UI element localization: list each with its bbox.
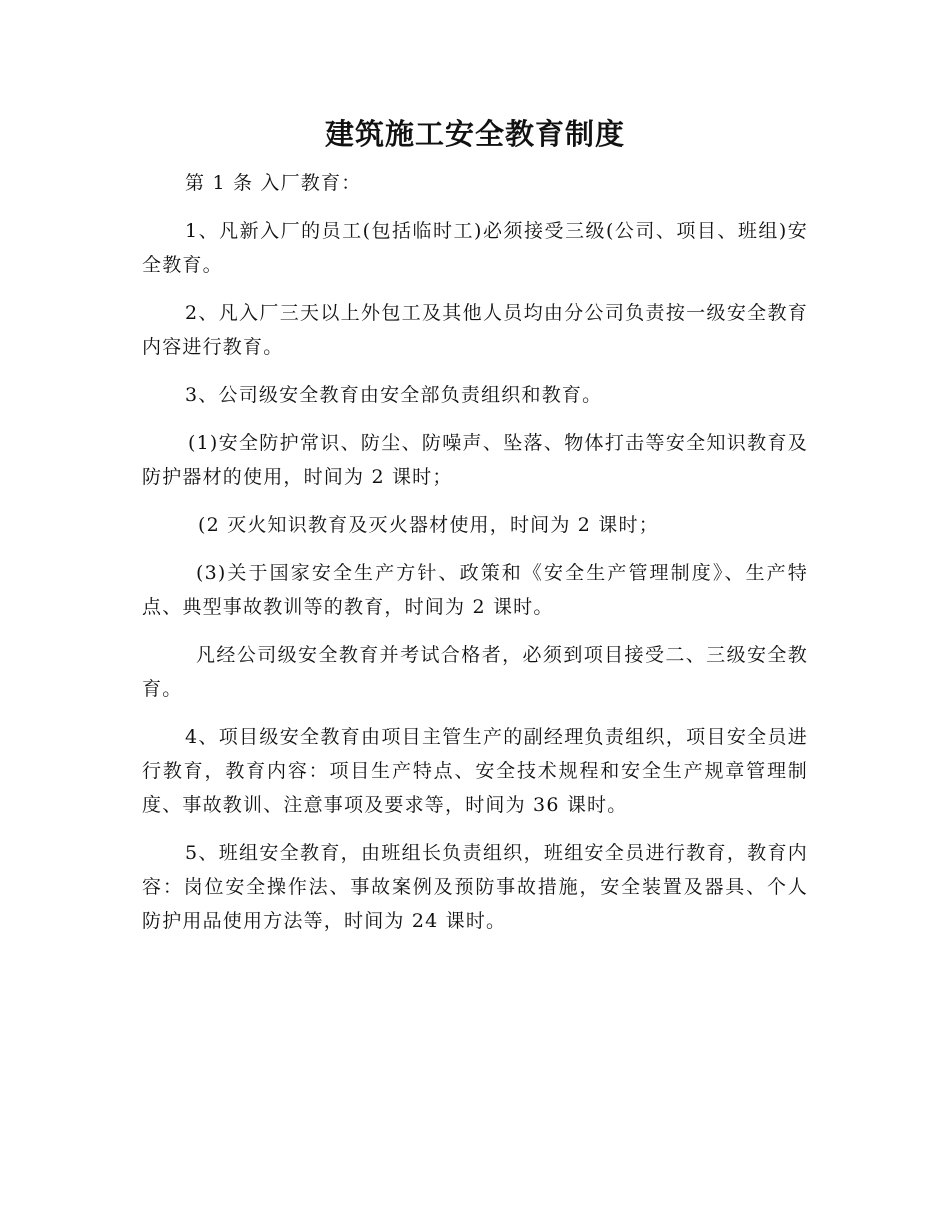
paragraph-item-4: 4、项目级安全教育由项目主管生产的副经理负责组织，项目安全员进行教育，教育内容：项目生产特点、安全技术规程和安全生产规章管理制度、事故教训、注意事项及要求等，时间为 36 课时。: [142, 726, 808, 816]
sub-item-2: (2 灭火知识教育及灭火器材使用，时间为 2 课时；: [198, 514, 659, 536]
sub-item-3: (3)关于国家安全生产方针、政策和《安全生产管理制度》、生产特点、典型事故教训等的教育，时间为 2 课时。: [142, 562, 808, 618]
page-title: 建筑施工安全教育制度: [324, 117, 625, 151]
paragraph-item-2: 2、凡入厂三天以上外包工及其他人员均由分公司负责按一级安全教育内容进行教育。: [142, 302, 808, 358]
note-paragraph: 凡经公司级安全教育并考试合格者，必须到项目接受二、三级安全教育。: [142, 644, 808, 700]
clause-heading: 第 1 条 入厂教育：: [185, 172, 362, 194]
paragraph-item-3: 3、公司级安全教育由安全部负责组织和教育。: [185, 384, 603, 406]
document-body: [142, 166, 808, 952]
paragraph-item-1: 1、凡新入厂的员工(包括临时工)必须接受三级(公司、项目、班组)安全教育。: [142, 220, 808, 276]
sub-item-1: (1)安全防护常识、防尘、防噪声、坠落、物体打击等安全知识教育及防护器材的使用，时间为 2 课时；: [142, 432, 808, 488]
paragraph-item-5: 5、班组安全教育，由班组长负责组织，班组安全员进行教育，教育内容：岗位安全操作法、事故案例及预防事故措施，安全装置及器具、个人防护用品使用方法等，时间为 24 课时。: [142, 842, 808, 932]
